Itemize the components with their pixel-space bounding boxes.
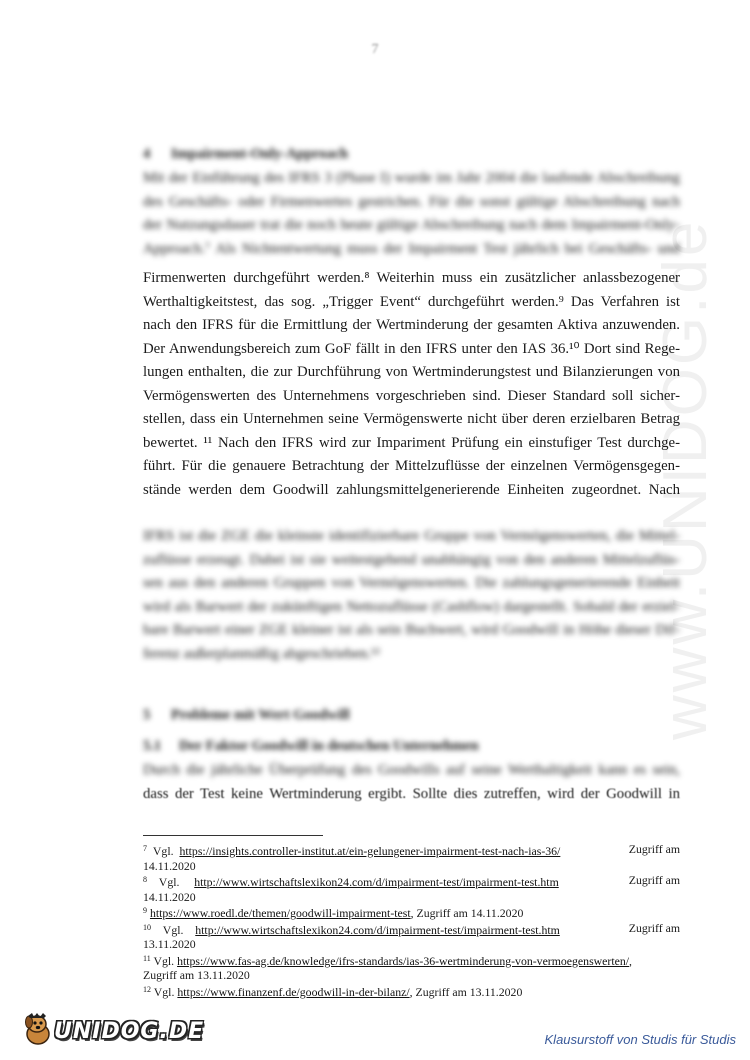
unidog-logo[interactable] (22, 1012, 204, 1051)
section-4-paragraph: Firmenwerten durchgeführt werden.⁸ Weiterhin muss ein zusätzlicher anlassbezogener Werthaltigkeitstest, das sog. „Trigger Event“ durchgeführt werden.⁹ Das Verfahren ist nach den IFRS für die Ermittlung der Wertminderung der gesamten Aktiva anzuwenden. Der Anwendungsbereich zum GoF fällt in den IFRS unter den IAS 36.¹⁰ Dort sind Rege- lungen enthalten, die zur Durchführung von Wertminderungstest und Bilanzierungen von Vermögenswerten des Unternehmens vorgeschrieben sind. Dieser Standard soll sicher- stellen, dass ein Unternehmen seine Vermögenswerte nicht über deren erzielbaren Betrag bewertet. ¹¹ Nach den IFRS wird zur Impariment Prüfung ein einstufiger Test durchge- führt. Für die genauere Betrachtung der Mittelzuflüsse der einzelnen Vermögensgegen- stände werden dem Goodwill zahlungsmittelgenerierende Einheiten zugeordnet. Nach (143, 270, 680, 498)
section-5-heading: 5 Probleme mit Wert Goodwill (143, 707, 350, 723)
logo-text: UNIDOG.DE (54, 1019, 205, 1044)
dog-mascot-icon (22, 1012, 54, 1051)
footnote-link[interactable]: http://www.wirtschaftslexikon24.com/d/impairment-test/impairment-test.htm (194, 875, 559, 889)
section-4-heading: 4 Impairment-Only-Approach (143, 146, 348, 162)
watermark: www.UNIDOG.de (651, 218, 720, 740)
footnote-link[interactable]: http://www.wirtschaftslexikon24.com/d/impairment-test/impairment-test.htm (195, 922, 560, 937)
footnote: $^8$ Vgl. http://www.wirtschaftslexikon24.com/d/impairment-test/impairment-test.htm Zugriff am 14.11.2020 (143, 873, 680, 904)
footnote-link[interactable]: https://insights.controller-institut.at/ein-gelungener-impairment-test-nach-ias-36/ (179, 844, 561, 858)
footnote-link[interactable]: https://www.finanzenf.de/goodwill-in-der-bilanz/ (177, 984, 410, 999)
footnote: $^7$ Vgl. https://insights.controller-institut.at/ein-gelungener-impairment-test-nach-ias-36/ Zugriff am 14.11.2020 (143, 842, 680, 873)
footnotes (143, 842, 680, 999)
section-4-blurred-intro: Mit der Einführung des IFRS 3 (Phase I) wurde im Jahr 2004 die laufende Abschreibung des Geschäfts- oder Firmenwertes gestrichen. Für die sonst gültige Abschreibung nach der Nutzungsdauer trat die noch heute gültige Abschreibung nach dem Impairment-Only- Approach.⁷ Als Nichtentwertung muss der Impairment Test jährlich bei Geschäfts- und (143, 170, 680, 257)
section-5-1-heading: 5.1 Der Faktor Goodwill in deutschen Unternehmen (143, 738, 479, 754)
section-5-1-paragraph: Durch die jährliche Überprüfung des Goodwills auf seine Werthaltigkeit kann es sein, dass der Test keine Wertminderung ergibt. Sollte dies zutreffen, wird der Goodwill in (143, 762, 680, 802)
page-number: 7 (371, 42, 379, 57)
footnote: $^{10}$ Vgl. http://www.wirtschaftslexikon24.com/d/impairment-test/impairment-test.htm Zugriff am 13.11.2020 (143, 920, 680, 951)
footnote: $^9$ https://www.roedl.de/themen/goodwill-impairment-test, Zugriff am 14.11.2020 (143, 906, 524, 920)
section-4-blurred-continuation: IFRS ist die ZGE die kleinste identifizierbare Gruppe von Vermögenswerten, die Mittel- zuflüsse erzeugt. Dabei ist sie weitestgehend unabhängig von den anderen Mittelzuflüs- sen aus den anderen Gruppen von Vermögenswerten. Die zahlungsgenerierende Einheit wird als Barwert der zukünftigen Nettozuflüsse (Cashflow) dargestellt. Sobald der erziel- bare Barwert einer ZGE kleiner ist als sein Buchwert, wird Goodwill in Höhe dieser Dif- ferenz außerplanmäßig abgeschrieben.¹² (143, 528, 680, 662)
footnote: $^{12}$ Vgl. https://www.finanzenf.de/goodwill-in-der-bilanz/, Zugriff am 13.11.2020 (143, 984, 523, 999)
footnote-separator (143, 835, 323, 836)
footer-tagline: Klausurstoff von Studis für Studis (544, 1032, 736, 1047)
footnote: $^{11}$ Vgl. https://www.fas-ag.de/knowledge/ifrs-standards/ias-36-wertminderung-von-vermoegenswerten/, Zugriff am 13.11.2020 (143, 953, 632, 982)
footnote-link[interactable]: https://www.roedl.de/themen/goodwill-impairment-test (149, 906, 411, 920)
footnote-link[interactable]: https://www.fas-ag.de/knowledge/ifrs-standards/ias-36-wertminderung-von-vermoegenswerten/ (177, 953, 630, 968)
